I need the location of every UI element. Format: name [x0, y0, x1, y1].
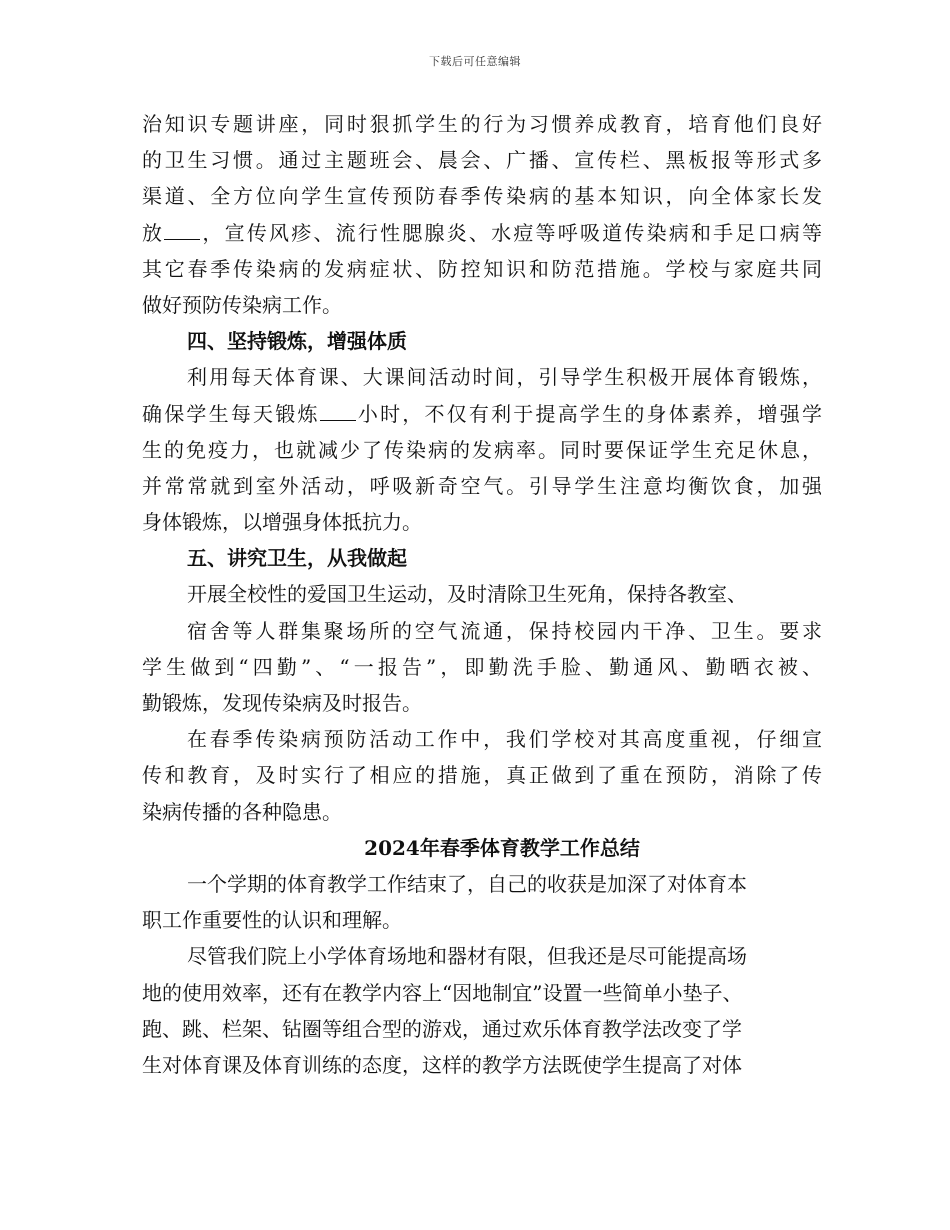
text-line: 并常常就到室外活动，呼吸新奇空气。引导学生注意均衡饮食，加强	[142, 473, 822, 498]
text-line: 的卫生习惯。通过主题班会、晨会、广播、宣传栏、黑板报等形式多	[142, 148, 822, 173]
text-line: 一个学期的体育教学工作结束了，自己的收获是加深了对体育本	[187, 871, 747, 896]
text-line	[142, 215, 822, 251]
fill-in-blank	[320, 398, 356, 421]
section-heading: 四、坚持锻炼，增强体质	[187, 329, 407, 354]
text-line: 染病传播的各种隐患。	[142, 799, 342, 824]
text-line: 传和教育，及时实行了相应的措施，真正做到了重在预防，消除了传	[142, 763, 822, 788]
text-line: 宿舍等人群集聚场所的空气流通，保持校园内干净、卫生。要求	[187, 618, 822, 643]
text-line: 勤锻炼，发现传染病及时报告。	[142, 691, 422, 715]
text-line: 开展全校性的爱国卫生运动，及时清除卫生死角，保持各教室、	[187, 582, 747, 607]
text-line: 其它春季传染病的发病症状、防控知识和防范措施。学校与家庭共同	[142, 256, 822, 281]
document-body	[142, 106, 822, 1083]
text-line: 学生做到“四勤”、“一报告”，即勤洗手脸、勤通风、勤晒衣被、	[142, 654, 822, 679]
text-line: 治知识专题讲座，同时狠抓学生的行为习惯养成教育，培育他们良好	[142, 112, 822, 136]
fill-in-blank	[164, 217, 200, 240]
text-line: 尽管我们院上小学体育场地和器材有限，但我还是尽可能提高场	[187, 944, 747, 969]
text-line: 生的免疫力，也就减少了传染病的发病率。同时要保证学生充足休息，	[142, 437, 822, 462]
text-line: 地的使用效率，还有在教学内容上“因地制宜”设置一些简单小垫子、	[142, 980, 743, 1005]
text-line: 跑、跳、栏架、钻圈等组合型的游戏，通过欢乐体育教学法改变了学	[142, 1016, 742, 1041]
text-line: 渠道、全方位向学生宣传预防春季传染病的基本知识，向全体家长发	[142, 184, 822, 209]
text-line: 在春季传染病预防活动工作中，我们学校对其高度重视，仔细宣	[187, 727, 822, 752]
text-line: 利用每天体育课、大课间活动时间，引导学生积极开展体育锻炼，	[187, 365, 822, 390]
page-header: 下载后可任意编辑	[429, 55, 521, 68]
text-line	[142, 396, 822, 432]
section-heading: 五、讲究卫生，从我做起	[187, 546, 407, 571]
text-line: 职工作重要性的认识和理解。	[142, 908, 402, 933]
text-segment: ，宣传风疹、流行性腮腺炎、水痘等呼吸道传染病和手足口病等	[200, 220, 823, 245]
text-line: 生对体育课及体育训练的态度，这样的教学方法既使学生提高了对体	[142, 1052, 742, 1077]
document-title: 2024年春季体育教学工作总结	[364, 835, 640, 860]
text-segment: 小时，不仅有利于提高学生的身体素养，增强学	[355, 401, 823, 426]
text-segment: 放	[142, 220, 165, 245]
text-segment: 确保学生每天锻炼	[142, 401, 320, 426]
text-line: 身体锻炼，以增强身体抵抗力。	[142, 510, 422, 535]
text-line: 做好预防传染病工作。	[142, 292, 342, 317]
